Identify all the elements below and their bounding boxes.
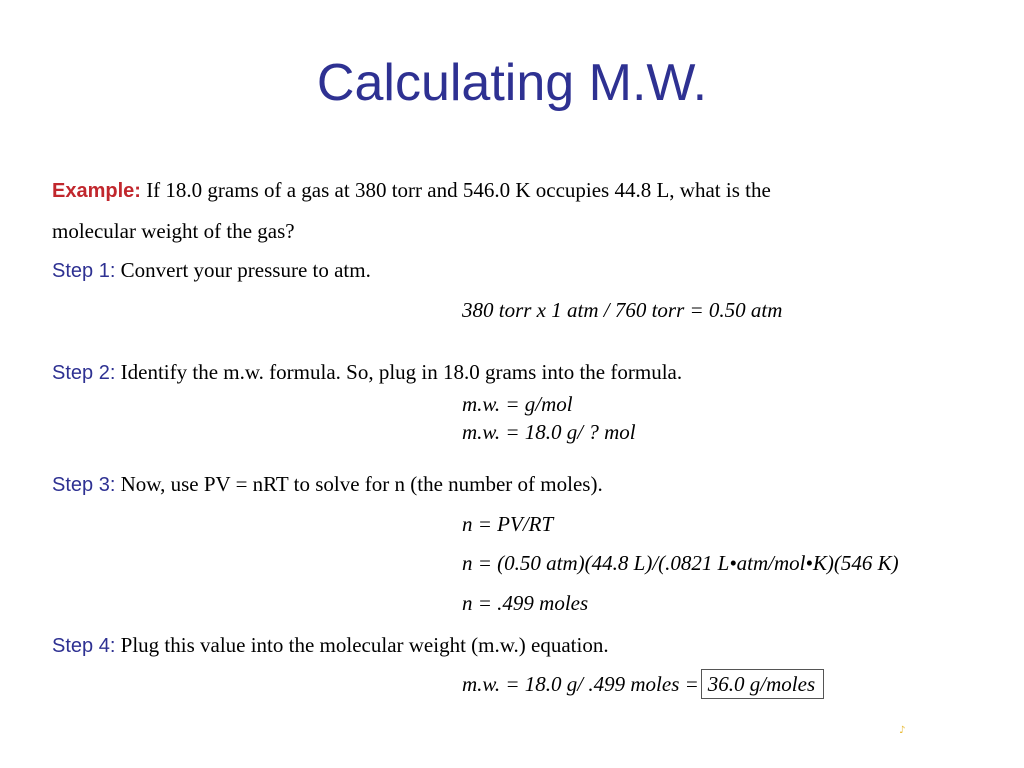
step3-label: Step 3: bbox=[52, 474, 116, 496]
example-line-1 bbox=[52, 178, 771, 203]
example-text-1: If 18.0 grams of a gas at 380 torr and 546.0 K occupies 44.8 L, what is the bbox=[146, 178, 771, 202]
step3-line bbox=[52, 472, 603, 497]
example-label: Example: bbox=[52, 180, 141, 202]
step2-label: Step 2: bbox=[52, 362, 116, 384]
example-text-2: molecular weight of the gas? bbox=[52, 219, 295, 243]
step2-equation-1: m.w. = g/mol bbox=[462, 392, 573, 416]
step2-text: Identify the m.w. formula. So, plug in 18.0 grams into the formula. bbox=[120, 360, 683, 384]
step4-equation bbox=[462, 672, 824, 697]
step2-equation-2: m.w. = 18.0 g/ ? mol bbox=[462, 420, 636, 444]
example-line-2 bbox=[52, 219, 295, 244]
slide-title: Calculating M.W. bbox=[316, 54, 708, 112]
step1-label: Step 1: bbox=[52, 260, 116, 282]
step4-text: Plug this value into the molecular weight (m.w.) equation. bbox=[120, 633, 609, 657]
step2-line bbox=[52, 360, 682, 385]
step3-equation-1: n = PV/RT bbox=[462, 512, 554, 536]
step3-equation-3: n = .499 moles bbox=[462, 591, 589, 615]
speaker-icon[interactable]: ♪ bbox=[899, 725, 906, 736]
answer-box: 36.0 g/moles bbox=[701, 669, 824, 699]
step4-label: Step 4: bbox=[52, 635, 116, 657]
step1-equation: 380 torr x 1 atm / 760 torr = 0.50 atm bbox=[462, 298, 783, 322]
step3-text: Now, use PV = nRT to solve for n (the number of moles). bbox=[120, 472, 603, 496]
step1-line bbox=[52, 258, 371, 283]
step3-equation-2: n = (0.50 atm)(44.8 L)/(.0821 L•atm/mol•K)(546 K) bbox=[462, 551, 899, 575]
step4-line bbox=[52, 633, 609, 658]
step4-equation-prefix: m.w. = 18.0 g/ .499 moles = bbox=[462, 672, 699, 696]
step1-text: Convert your pressure to atm. bbox=[120, 258, 371, 282]
